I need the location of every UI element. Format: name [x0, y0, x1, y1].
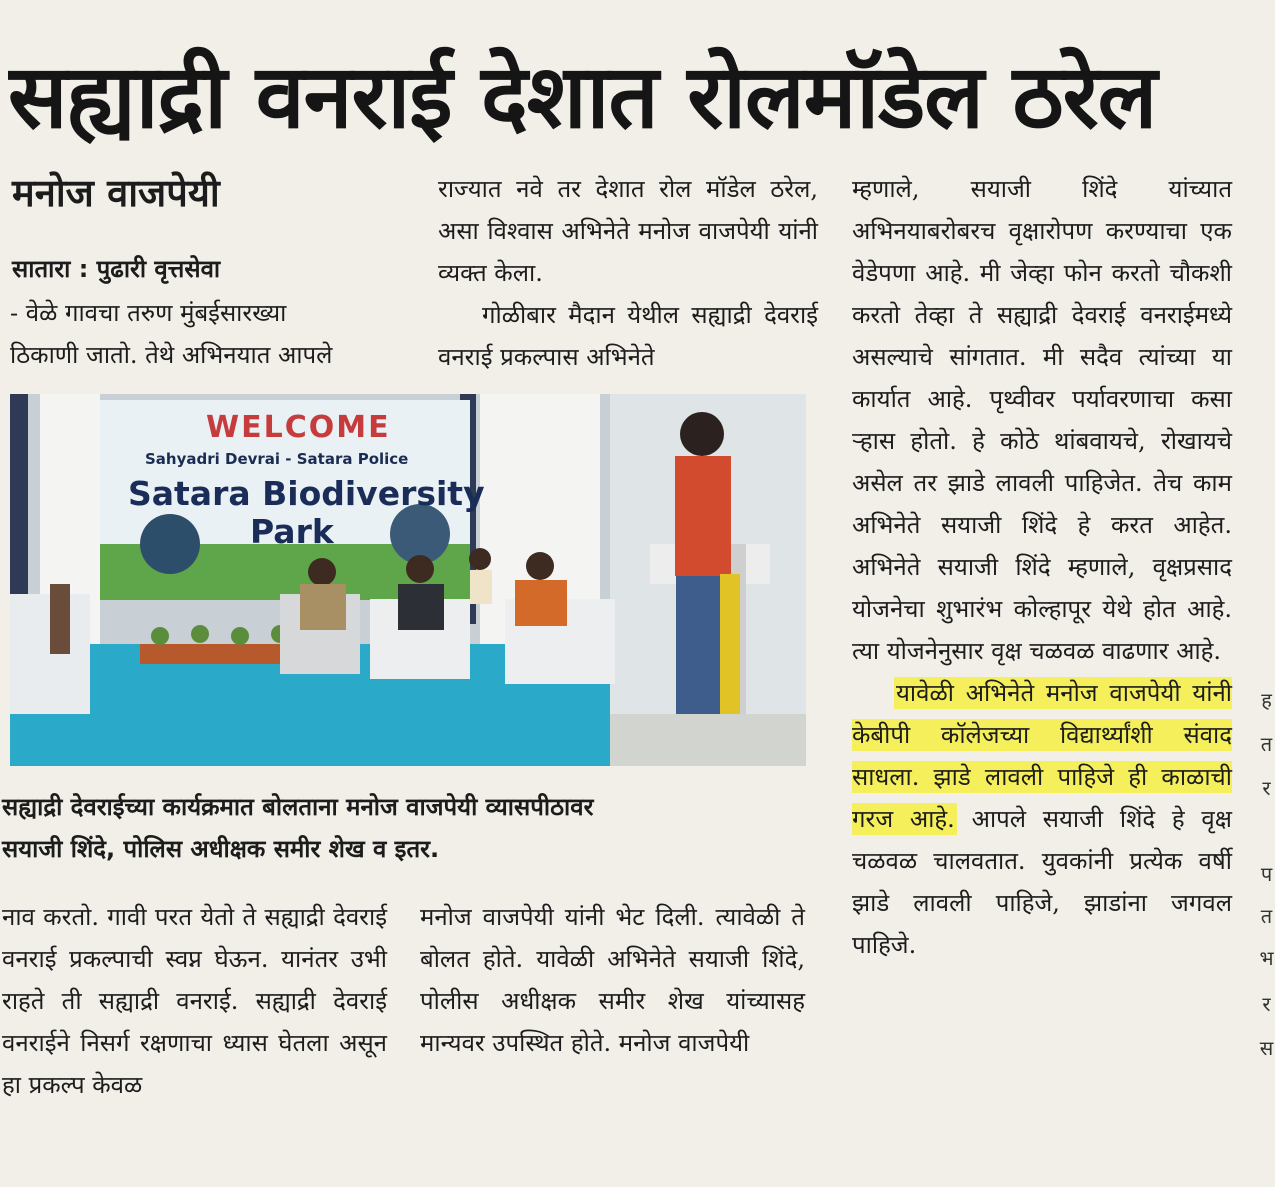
dateline: सातारा : पुढारी वृत्तसेवा: [12, 255, 221, 283]
banner-title-line1: Satara Biodiversity: [128, 474, 485, 513]
banner-welcome: WELCOME: [206, 410, 391, 445]
col3-p2: [852, 672, 1232, 966]
col1-top-line1: - वेळे गावचा तरुण मुंबईसारख्या: [10, 299, 287, 327]
column-2-top: [438, 168, 818, 378]
edge-letter: ह: [1261, 688, 1272, 712]
column-2-bottom: [420, 896, 805, 1064]
event-photo: [10, 394, 806, 766]
caption-line2: सयाजी शिंदे, पोलिस अधीक्षक समीर शेख व इतर.: [2, 835, 440, 863]
col2-bottom-text: मनोज वाजपेयी यांनी भेट दिली. त्यावेळी ते बोलत होते. यावेळी अभिनेते सयाजी शिंदे, पोलीस अधीक्षक समीर शेख यांच्यासह मान्यवर उपस्थित होते. मनोज वाजपेयी: [420, 903, 805, 1057]
edge-letter: र: [1262, 776, 1271, 800]
col2-top-p2: गोळीबार मैदान येथील सह्याद्री देवराई वनराई प्रकल्पास अभिनेते: [438, 301, 818, 371]
banner-title-line2: Park: [250, 512, 334, 551]
col3-p1: म्हणाले, सयाजी शिंदे यांच्यात अभिनयाबरोबरच वृक्षारोपण करण्याचा एक वेडेपणा आहे. मी जेव्हा फोन करतो चौकशी करतो तेव्हा ते सह्याद्री देवराई वनराईमध्ये असल्याचे सांगतात. मी सदैव त्यांच्या या कार्यात आहे. पृथ्वीवर पर्यावरणाचा कसा ऱ्हास होतो. हे कोठे थांबवायचे, रोखायचे असेल तर झाडे लावली पाहिजेत. तेच काम अभिनेते सयाजी शिंदे हे करत आहेत. अभिनेते सयाजी शिंदे म्हणाले, वृक्षप्रसाद योजनेचा शुभारंभ कोल्हापूर येथे होत आहे. त्या योजनेनुसार वृक्ष चळवळ वाढणार आहे.: [852, 175, 1232, 665]
banner-subtitle: Sahyadri Devrai - Satara Police: [145, 450, 409, 468]
byline: मनोज वाजपेयी: [12, 171, 220, 215]
col2-top-p1: राज्यात नवे तर देशात रोल मॉडेल ठरेल, असा विश्वास अभिनेते मनोज वाजपेयी यांनी व्यक्त केला.: [438, 175, 818, 287]
edge-letter: स: [1259, 1036, 1274, 1060]
column-1-bottom: [2, 896, 387, 1106]
edge-letter: र: [1262, 992, 1271, 1016]
column-3: [852, 168, 1232, 966]
photo-caption: [2, 786, 822, 870]
headline: सह्याद्री वनराई देशात रोलमॉडेल ठरेल: [8, 45, 1157, 148]
caption-line1: सह्याद्री देवराईच्या कार्यक्रमात बोलताना मनोज वाजपेयी व्यासपीठावर: [2, 793, 594, 821]
col1-bottom-text: नाव करतो. गावी परत येतो ते सह्याद्री देवराई वनराई प्रकल्पाची स्वप्न घेऊन. यानंतर उभी राहते ती सह्याद्री वनराई. सह्याद्री देवराई वनराईने निसर्ग रक्षणाचा ध्यास घेतला असून हा प्रकल्प केवळ: [2, 903, 387, 1099]
edge-letter: प: [1260, 862, 1273, 886]
edge-letter: त: [1260, 904, 1273, 928]
edge-letter: भ: [1259, 946, 1274, 970]
col1-top-line2: ठिकाणी जातो. तेथे अभिनयात आपले: [10, 341, 333, 369]
col3-p2-rest: आपले सयाजी शिंदे हे वृक्ष चळवळ चालवतात. युवकांनी प्रत्येक वर्षी झाडे लावली पाहिजे, झाडांना जगवल पाहिजे.: [852, 805, 1232, 959]
column-1-top: [10, 292, 395, 376]
edge-letter: त: [1260, 732, 1273, 756]
highlighted-text: यावेळी अभिनेते मनोज वाजपेयी यांनी केबीपी कॉलेजच्या विद्यार्थ्यांशी संवाद साधला. झाडे लावली पाहिजे ही काळाची गरज आहे.: [852, 679, 1232, 833]
